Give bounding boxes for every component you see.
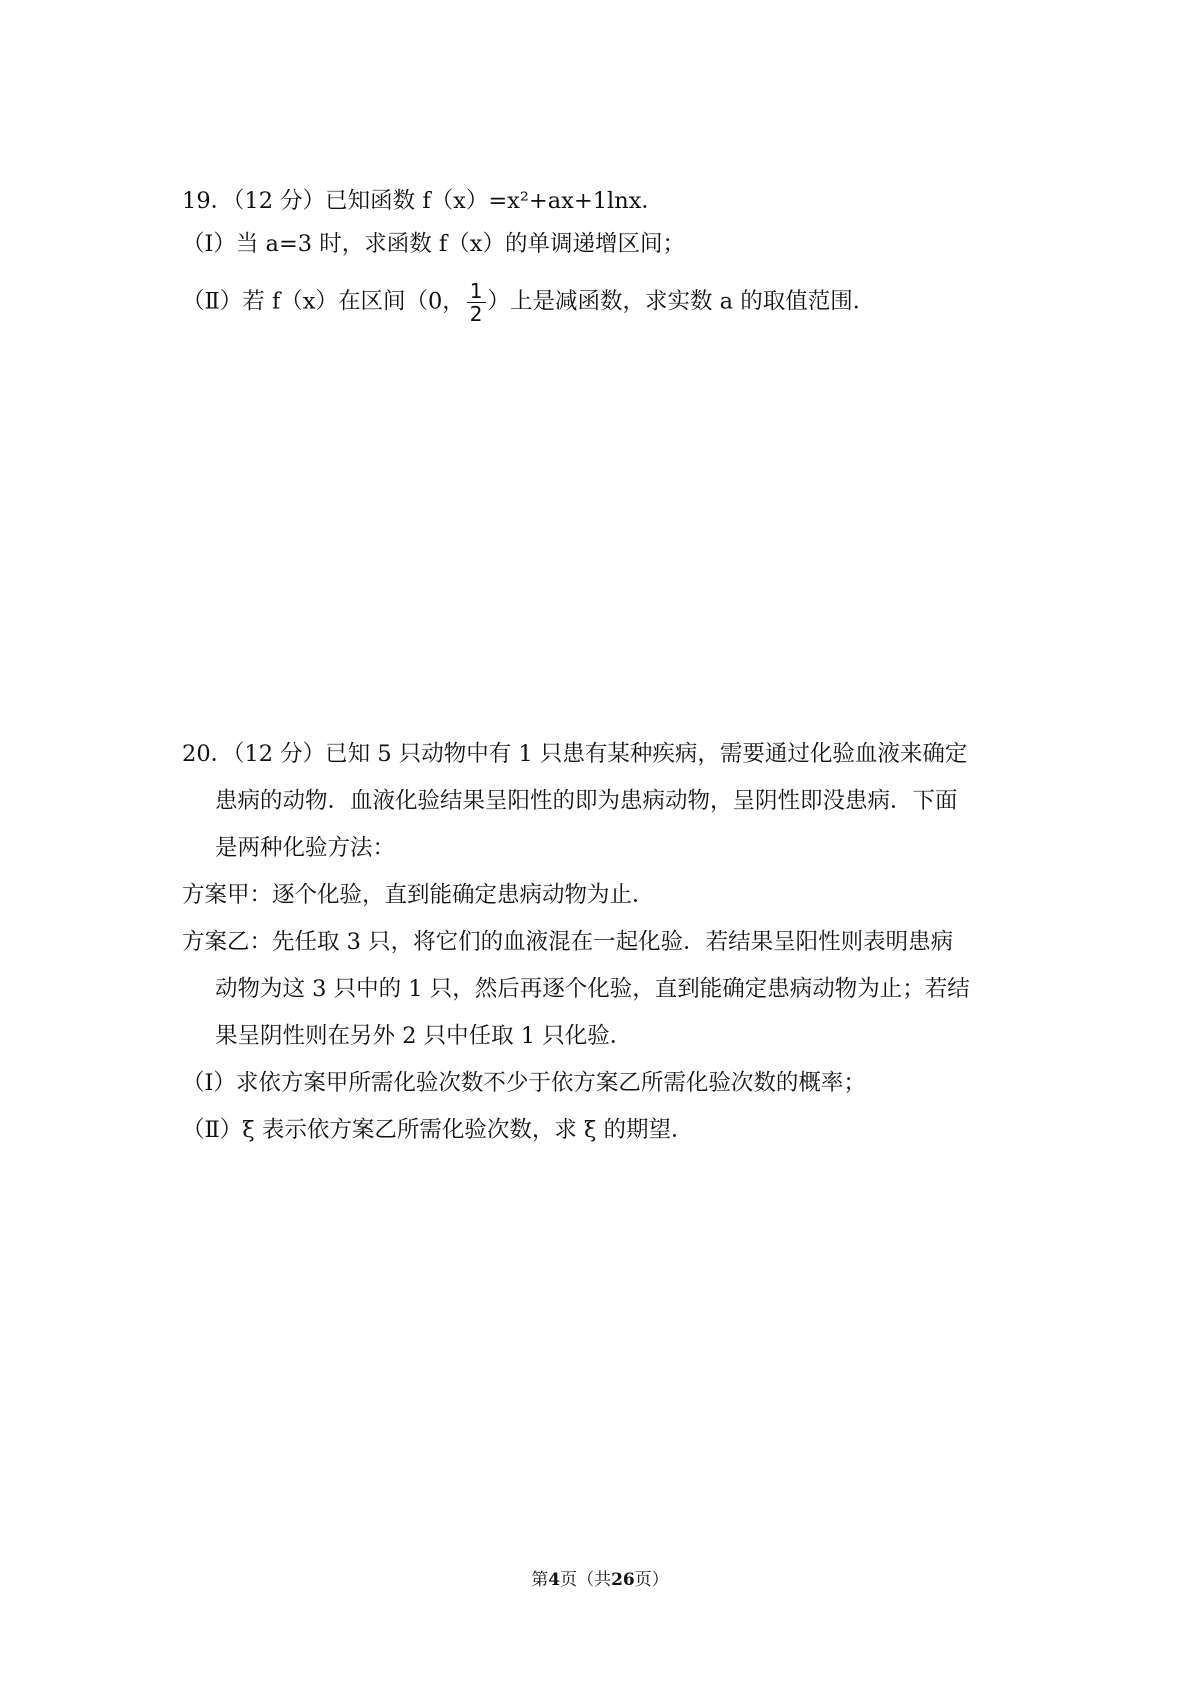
q19-part2 (182, 280, 875, 325)
q20-stem-line1: 20．（12 分）已知 5 只动物中有 1 只患有某种疾病，需要通过化验血液来确定 (182, 741, 968, 767)
q20-plan-a: 方案甲：逐个化验，直到能确定患病动物为止． (182, 882, 655, 908)
q20-plan-b-line2: 动物为这 3 只中的 1 只，然后再逐个化验，直到能确定患病动物为止；若结 (215, 976, 970, 1002)
q20-stem-line2: 患病的动物．血液化验结果呈阳性的即为患病动物，呈阴性即没患病．下面 (215, 788, 958, 814)
q19-part1: （Ⅰ）当 a=3 时，求函数 f（x）的单调递增区间； (182, 231, 685, 257)
footer-suffix: 页） (634, 1570, 669, 1590)
page-footer (0, 1568, 1200, 1592)
fraction-numerator: 1 (467, 280, 486, 303)
footer-total-pages: 26 (611, 1570, 635, 1590)
q20-stem-line3: 是两种化验方法： (215, 835, 396, 861)
q19-part2-before: （Ⅱ）若 f（x）在区间（0， (182, 288, 465, 315)
footer-prefix: 第 (531, 1570, 549, 1590)
q19-part2-after: ）上是减函数，求实数 a 的取值范围． (487, 288, 876, 315)
q20-part2: （Ⅱ）ξ 表示依方案乙所需化验次数，求 ξ 的期望． (182, 1117, 694, 1143)
q20-plan-b-line3: 果呈阴性则在另外 2 只中任取 1 只化验． (215, 1023, 633, 1049)
footer-page-number: 4 (548, 1570, 561, 1590)
q19-stem: 19．（12 分）已知函数 f（x）=x²+ax+1lnx． (182, 188, 664, 214)
fraction-one-half (467, 280, 486, 325)
fraction-denominator: 2 (469, 302, 483, 326)
footer-middle: 页（共 (560, 1570, 612, 1590)
q20-plan-b-line1: 方案乙：先任取 3 只，将它们的血液混在一起化验．若结果呈阳性则表明患病 (182, 929, 954, 955)
q20-part1: （Ⅰ）求依方案甲所需化验次数不少于依方案乙所需化验次数的概率； (182, 1070, 866, 1096)
